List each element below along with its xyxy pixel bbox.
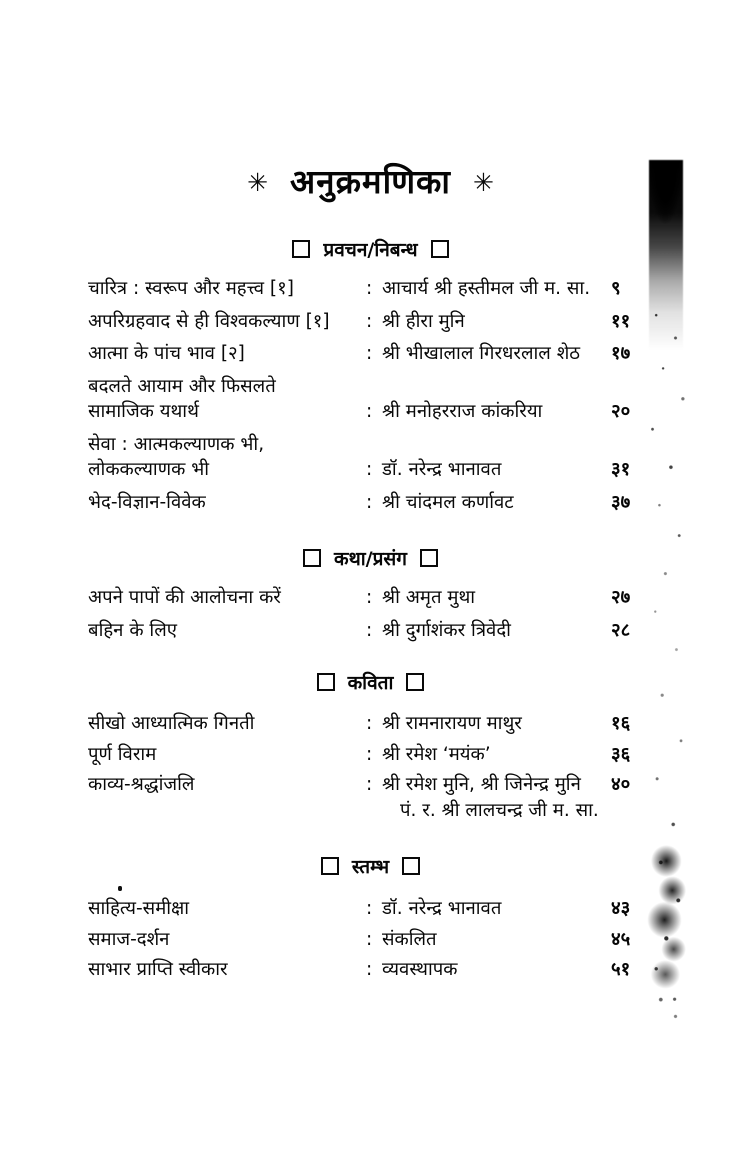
entry-author-line: श्री अमृत मुथा (382, 587, 476, 609)
entry-author (382, 896, 611, 922)
section-heading-label: स्तम्भ (351, 856, 390, 879)
entry-title-line: सेवा : आत्मकल्याणक भी, (88, 433, 265, 455)
square-box-left-icon (303, 549, 321, 567)
entry-separator: : (366, 343, 373, 365)
entry-separator: : (366, 959, 373, 981)
table-of-contents (88, 236, 653, 988)
toc-section-stambh (88, 853, 653, 983)
square-box-right-icon (431, 240, 449, 258)
entry-page-number: ४५ (611, 928, 631, 950)
entry-author-line: श्री रमेश ‘मयंक’ (382, 743, 491, 765)
section-heading (88, 236, 653, 262)
entry-separator: : (366, 743, 373, 765)
entry-page-number: १७ (611, 343, 631, 365)
entry-author-line: श्री दुर्गाशंकर त्रिवेदी (382, 619, 511, 641)
section-heading (88, 669, 653, 695)
asterisk-right-icon: ✳ (472, 168, 494, 197)
entry-title (88, 374, 366, 425)
section-heading (88, 853, 653, 879)
entry-author-line: डॉ. नरेन्द्र भानावत (382, 458, 502, 480)
square-box-left-icon (317, 673, 335, 691)
entry-author (382, 772, 611, 823)
entry-title (88, 957, 366, 983)
entry-page-number: २८ (611, 619, 631, 641)
entry-author-line: श्री भीखालाल गिरधरलाल शेठ (382, 343, 581, 365)
entry-title-line: अपरिग्रहवाद से ही विश्वकल्याण [१] (88, 310, 330, 332)
square-box-right-icon (402, 857, 420, 875)
toc-entry[interactable] (88, 374, 653, 425)
toc-entry[interactable] (88, 957, 653, 983)
toc-entry[interactable] (88, 432, 653, 483)
entry-author-line: श्री चांदमल कर्णावट (382, 491, 514, 513)
entry-author (382, 711, 611, 737)
entry-author (382, 309, 611, 335)
entry-title-line: काव्य-श्रद्धांजलि (88, 774, 195, 796)
entry-title (88, 341, 366, 367)
toc-section-pravachan-nibandh (88, 236, 653, 515)
entry-author-line: श्री हीरा मुनि (382, 310, 465, 332)
entry-title-line: भेद-विज्ञान-विवेक (88, 491, 206, 513)
entry-separator: : (366, 928, 373, 950)
entry-page-number: १६ (611, 713, 631, 735)
square-box-left-icon (292, 240, 310, 258)
entry-page-number: २० (611, 400, 631, 422)
entry-page-number: ४३ (611, 898, 631, 920)
square-box-right-icon (406, 673, 424, 691)
entry-title-line: बदलते आयाम और फिसलते (88, 375, 276, 397)
toc-entry[interactable] (88, 341, 653, 367)
entry-page-number: ३७ (611, 491, 631, 513)
entry-title (88, 309, 366, 335)
toc-entry[interactable] (88, 927, 653, 953)
entry-title-line: बहिन के लिए (88, 619, 177, 641)
entry-author-line: संकलित (382, 928, 437, 950)
entry-title (88, 432, 366, 483)
toc-entry[interactable] (88, 772, 653, 823)
entry-title (88, 490, 366, 516)
toc-section-katha-prasang (88, 545, 653, 643)
entry-author (382, 276, 611, 302)
entry-author (382, 341, 611, 367)
toc-section-kavita (88, 669, 653, 823)
entry-title-line: लोककल्याणक भी (88, 459, 209, 481)
entry-title (88, 742, 366, 768)
entry-separator: : (366, 898, 373, 920)
toc-entry[interactable] (88, 276, 653, 302)
section-heading-label: कविता (347, 672, 394, 695)
entry-author-line: श्री रमेश मुनि, श्री जिनेन्द्र मुनि (382, 774, 581, 796)
entry-title-line: समाज-दर्शन (88, 928, 170, 950)
entry-page-number: ४० (611, 774, 631, 796)
entry-page-number: ३१ (611, 458, 631, 480)
entry-title-line: साहित्य-समीक्षा (88, 898, 190, 920)
entry-separator: : (366, 278, 373, 299)
entry-title-line: सीखो आध्यात्मिक गिनती (88, 713, 255, 735)
toc-entry[interactable] (88, 896, 653, 922)
entry-author-line: आचार्य श्री हस्तीमल जी म. सा. (382, 278, 591, 299)
entry-page-number: ९ (611, 278, 621, 299)
asterisk-left-icon: ✳ (247, 168, 269, 197)
entry-author-line: डॉ. नरेन्द्र भानावत (382, 898, 502, 920)
entry-separator: : (366, 619, 373, 641)
entry-separator: : (366, 458, 373, 480)
entry-author (382, 927, 611, 953)
toc-entry[interactable] (88, 490, 653, 516)
entry-separator: : (366, 587, 373, 609)
entry-page-number: ५१ (611, 959, 631, 981)
entry-author (382, 432, 611, 483)
page-title (0, 158, 741, 203)
section-heading (88, 545, 653, 571)
entry-title (88, 772, 366, 798)
entry-title-line: चारित्र : स्वरूप और महत्त्व [१] (88, 278, 294, 299)
entry-author (382, 618, 611, 644)
entry-author-line: व्यवस्थापक (382, 959, 458, 981)
entry-author-line: श्री रामनारायण माथुर (382, 713, 522, 735)
entry-page-number: ११ (611, 310, 631, 332)
entry-title-line: साभार प्राप्ति स्वीकार (88, 959, 228, 981)
entry-separator: : (366, 713, 373, 735)
scan-edge-grain (647, 300, 693, 1060)
square-box-left-icon (321, 857, 339, 875)
entry-separator: : (366, 491, 373, 513)
entry-title-line: सामाजिक यथार्थ (88, 401, 199, 423)
entry-title-line: पूर्ण विराम (88, 743, 157, 765)
square-box-right-icon (420, 549, 438, 567)
toc-entry[interactable] (88, 618, 653, 644)
entry-title-line: आत्मा के पांच भाव [२] (88, 343, 245, 365)
entry-title (88, 927, 366, 953)
entry-author (382, 374, 611, 425)
entry-title (88, 711, 366, 737)
toc-entry[interactable] (88, 585, 653, 611)
entry-title (88, 896, 366, 922)
entry-page-number: ३६ (611, 743, 631, 765)
entry-author (382, 957, 611, 983)
section-heading-label: कथा/प्रसंग (334, 548, 407, 571)
entry-title-line: अपने पापों की आलोचना करें (88, 587, 281, 609)
entry-separator: : (366, 310, 373, 332)
entry-author (382, 742, 611, 768)
entry-author (382, 585, 611, 611)
entry-title (88, 276, 366, 302)
entry-author-line: पं. र. श्री लालचन्द्र जी म. सा. (400, 799, 599, 821)
entry-title (88, 618, 366, 644)
toc-entry[interactable] (88, 309, 653, 335)
entry-author (382, 490, 611, 516)
section-heading-label: प्रवचन/निबन्ध (323, 239, 418, 261)
entry-separator: : (366, 774, 373, 796)
page-title-text: अनुक्रमणिका (290, 162, 451, 201)
entry-author-line: श्री मनोहरराज कांकरिया (382, 400, 543, 422)
toc-entry[interactable] (88, 742, 653, 768)
entry-title (88, 585, 366, 611)
scan-edge-grain-heavy (647, 840, 693, 1050)
entry-separator: : (366, 400, 373, 422)
toc-entry[interactable] (88, 711, 653, 737)
entry-page-number: २७ (611, 587, 631, 609)
